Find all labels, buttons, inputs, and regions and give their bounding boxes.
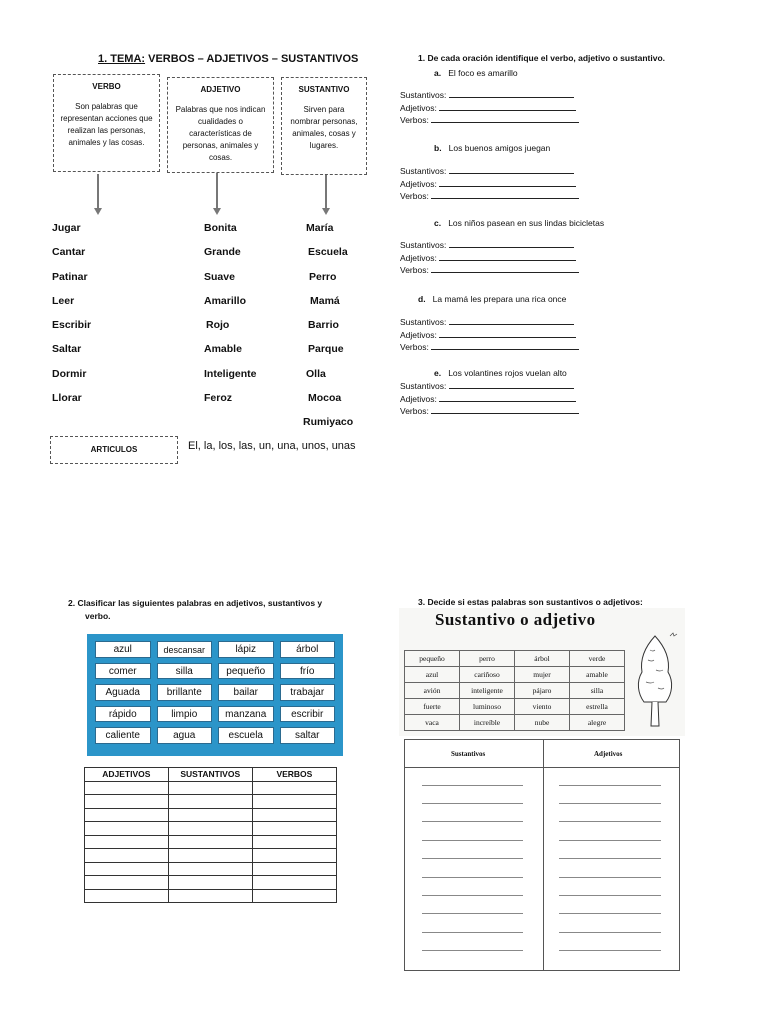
table-cell[interactable] — [85, 835, 169, 849]
definition-heading: SUSTANTIVO — [298, 85, 350, 94]
item-letter: a. — [434, 68, 442, 78]
word-card: silla — [157, 663, 213, 680]
arrow-sustantivo-line — [325, 175, 327, 209]
list-item: Olla — [306, 367, 326, 380]
answer-line[interactable] — [422, 877, 523, 878]
answer-line[interactable] — [559, 932, 661, 933]
list-item: Grande — [204, 246, 241, 259]
answer-line[interactable] — [559, 840, 661, 841]
tree-illustration — [630, 630, 680, 730]
answer-line[interactable] — [559, 877, 661, 878]
answer-line[interactable] — [422, 950, 523, 951]
answer-line[interactable] — [431, 114, 579, 123]
definition-box-adjetivo — [167, 77, 274, 173]
answer-line[interactable] — [422, 821, 523, 822]
label-adjetivos: Adjetivos: — [400, 329, 437, 340]
table-cell[interactable] — [85, 862, 169, 876]
list-item: Inteligente — [204, 367, 257, 380]
label-sustantivos: Sustantivos: — [400, 90, 447, 100]
answer-line[interactable] — [449, 165, 574, 174]
exercise1-item-c — [434, 218, 604, 228]
answer-line[interactable] — [422, 895, 523, 896]
table-cell[interactable] — [168, 781, 252, 795]
table-cell[interactable] — [168, 889, 252, 903]
list-item: Barrio — [308, 319, 339, 332]
exercise1-item-b — [434, 143, 550, 153]
answer-line[interactable] — [431, 405, 579, 414]
exercise2-heading — [68, 597, 322, 623]
verbos-list — [52, 216, 91, 410]
arrow-verbo-line — [97, 174, 99, 209]
list-item: María — [306, 222, 334, 234]
table-row — [405, 683, 625, 699]
grid-cell: estrella — [570, 699, 625, 715]
answer-line[interactable] — [439, 393, 576, 402]
table-row — [405, 715, 625, 731]
table-cell[interactable] — [85, 781, 169, 795]
list-item: Escuela — [308, 246, 348, 259]
answer-line[interactable] — [559, 950, 661, 951]
grid-cell: silla — [570, 683, 625, 699]
column-divider — [543, 740, 544, 970]
answer-line[interactable] — [431, 190, 579, 199]
table-row — [405, 651, 625, 667]
list-item: Feroz — [204, 392, 233, 405]
word-card: trabajar — [280, 684, 336, 701]
table-cell[interactable] — [252, 795, 336, 809]
label-sustantivos: Sustantivos: — [400, 166, 447, 176]
answer-line[interactable] — [559, 803, 661, 804]
list-item: Cantar — [52, 246, 86, 259]
list-item: Mocoa — [308, 392, 342, 405]
exercise3-image-title: Sustantivo o adjetivo — [435, 610, 596, 629]
grid-cell: azul — [405, 667, 460, 683]
table-cell[interactable] — [252, 889, 336, 903]
sustantivos-list — [303, 216, 354, 435]
definition-box-verbo — [53, 74, 160, 172]
word-card: azul — [95, 641, 151, 658]
title-rest: VERBOS – ADJETIVOS – SUSTANTIVOS — [145, 53, 359, 65]
grid-cell: alegre — [570, 715, 625, 731]
answer-line[interactable] — [439, 252, 576, 261]
list-item: Patinar — [52, 270, 88, 283]
grid-cell: perro — [460, 651, 515, 667]
table-row — [85, 862, 337, 876]
table-cell[interactable] — [252, 849, 336, 863]
classification-table — [84, 767, 337, 903]
adjetivos-list — [204, 216, 257, 410]
grid-cell: árbol — [515, 651, 570, 667]
list-item: Rumiyaco — [303, 416, 354, 429]
exercise1-b-answers — [400, 165, 579, 203]
table-row — [85, 835, 337, 849]
table-row — [85, 781, 337, 795]
list-item: Rojo — [206, 319, 230, 332]
word-card: rápido — [95, 706, 151, 723]
word-card: frío — [280, 663, 336, 680]
exercise2-heading-line2: verbo. — [85, 611, 111, 621]
table-row — [85, 822, 337, 836]
table-cell[interactable] — [85, 889, 169, 903]
label-adjetivos: Adjetivos: — [400, 393, 437, 404]
word-card: manzana — [218, 706, 274, 723]
grid-cell: increíble — [460, 715, 515, 731]
table-cell[interactable] — [85, 808, 169, 822]
label-verbos: Verbos: — [400, 406, 429, 417]
grid-cell: avión — [405, 683, 460, 699]
label-sustantivos: Sustantivos: — [400, 240, 447, 250]
exercise3-heading: 3. Decide si estas palabras son sustantivos o adjetivos: — [418, 597, 643, 607]
answer-line[interactable] — [449, 380, 574, 389]
word-card: saltar — [280, 727, 336, 744]
exercise1-a-answers — [400, 89, 579, 127]
list-item: Amarillo — [204, 294, 247, 307]
header-sustantivos: SUSTANTIVOS — [168, 768, 252, 782]
exercise1-item-a — [434, 68, 518, 78]
header-verbos: VERBOS — [252, 768, 336, 782]
table-cell[interactable] — [168, 795, 252, 809]
item-sentence: La mamá les prepara una rica once — [432, 294, 567, 304]
table-cell[interactable] — [252, 808, 336, 822]
list-item: Perro — [309, 270, 337, 283]
answer-line[interactable] — [422, 858, 523, 859]
exercise1-c-answers — [400, 239, 579, 277]
answer-line[interactable] — [559, 858, 661, 859]
table-cell[interactable] — [85, 876, 169, 890]
table-cell[interactable] — [168, 822, 252, 836]
grid-cell: nube — [515, 715, 570, 731]
answer-line[interactable] — [559, 785, 661, 786]
word-card: agua — [157, 727, 213, 744]
table-cell[interactable] — [85, 795, 169, 809]
answer-line[interactable] — [439, 178, 576, 187]
arrow-adjetivo-head — [213, 208, 221, 215]
word-card: caliente — [95, 727, 151, 744]
exercise3-answer-box — [404, 739, 680, 971]
answer-line[interactable] — [439, 102, 576, 111]
table-cell[interactable] — [168, 808, 252, 822]
word-card: árbol — [280, 641, 336, 658]
definition-heading: VERBO — [92, 82, 121, 91]
definition-text: Sirven para nombrar personas, animales, cosas y lugares. — [290, 105, 358, 150]
table-row — [85, 889, 337, 903]
table-cell[interactable] — [168, 849, 252, 863]
answer-line[interactable] — [422, 913, 523, 914]
grid-cell: cariñoso — [460, 667, 515, 683]
exercise1-e-answers — [400, 380, 579, 418]
exercise1-d-answers — [400, 316, 579, 354]
answer-line[interactable] — [422, 932, 523, 933]
title-prefix: 1. TEMA: — [98, 53, 146, 65]
answer-line[interactable] — [422, 840, 523, 841]
list-item: Mamá — [310, 294, 340, 307]
answer-line[interactable] — [431, 341, 579, 350]
articulos-text: El, la, los, las, un, una, unos, unas — [188, 440, 356, 452]
item-letter: c. — [434, 218, 442, 228]
table-cell[interactable] — [252, 862, 336, 876]
table-cell[interactable] — [168, 862, 252, 876]
grid-cell: inteligente — [460, 683, 515, 699]
list-item: Escribir — [52, 319, 92, 332]
answer-line[interactable] — [422, 785, 523, 786]
label-verbos: Verbos: — [400, 342, 429, 353]
exercise3-word-grid — [404, 650, 625, 731]
word-card: bailar — [218, 684, 274, 701]
item-sentence: Los buenos amigos juegan — [448, 143, 551, 153]
answer-line[interactable] — [449, 89, 574, 98]
label-adjetivos: Adjetivos: — [400, 252, 437, 263]
col-sustantivos-header: Sustantivos — [451, 750, 486, 758]
definition-box-sustantivo — [281, 77, 367, 175]
exercise2-heading-line1: 2. Clasificar las siguientes palabras en adjetivos, sustantivos y — [68, 598, 323, 608]
label-verbos: Verbos: — [400, 191, 429, 202]
label-verbos: Verbos: — [400, 115, 429, 126]
answer-line[interactable] — [449, 316, 574, 325]
word-bank-grid — [95, 641, 335, 744]
grid-cell: verde — [570, 651, 625, 667]
arrow-sustantivo-head — [322, 208, 330, 215]
list-item: Amable — [204, 343, 242, 356]
definition-text: Palabras que nos indican cualidades o características de personas, animales y cosas. — [175, 105, 266, 162]
arrow-verbo-head — [94, 208, 102, 215]
word-bank — [87, 634, 343, 756]
table-row — [85, 849, 337, 863]
grid-cell: pájaro — [515, 683, 570, 699]
item-letter: d. — [418, 294, 426, 304]
table-cell[interactable] — [85, 849, 169, 863]
articulos-box: ARTICULOS — [50, 436, 178, 464]
word-card: lápiz — [218, 641, 274, 658]
item-letter: e. — [434, 368, 442, 378]
answer-line[interactable] — [422, 803, 523, 804]
label-verbos: Verbos: — [400, 265, 429, 276]
label-sustantivos: Sustantivos: — [400, 317, 447, 327]
word-card: brillante — [157, 684, 213, 701]
page-title — [98, 53, 358, 65]
header-adjetivos: ADJETIVOS — [85, 768, 169, 782]
answer-line[interactable] — [559, 821, 661, 822]
list-item: Dormir — [52, 367, 87, 380]
list-item: Parque — [308, 343, 344, 356]
exercise1-heading: 1. De cada oración identifique el verbo, adjetivo o sustantivo. — [418, 53, 666, 63]
answer-line[interactable] — [559, 913, 661, 914]
list-item: Suave — [204, 270, 235, 283]
list-item: Bonita — [204, 222, 237, 234]
word-card: escuela — [218, 727, 274, 744]
word-card: limpio — [157, 706, 213, 723]
grid-cell: pequeño — [405, 651, 460, 667]
table-cell[interactable] — [252, 835, 336, 849]
word-card: escribir — [280, 706, 336, 723]
table-row — [405, 667, 625, 683]
table-cell[interactable] — [168, 876, 252, 890]
grid-cell: amable — [570, 667, 625, 683]
arrow-adjetivo-line — [216, 173, 218, 209]
item-sentence: Los volantines rojos vuelan alto — [448, 368, 567, 378]
table-cell[interactable] — [252, 876, 336, 890]
answer-line[interactable] — [559, 895, 661, 896]
grid-cell: mujer — [515, 667, 570, 683]
list-item: Jugar — [52, 222, 81, 234]
grid-cell: viento — [515, 699, 570, 715]
exercise1-item-d — [418, 294, 566, 304]
grid-cell: luminoso — [460, 699, 515, 715]
word-card: descansar — [157, 641, 213, 658]
label-sustantivos: Sustantivos: — [400, 381, 447, 391]
table-row — [405, 699, 625, 715]
list-item: Leer — [52, 294, 75, 307]
table-row — [85, 876, 337, 890]
label-adjetivos: Adjetivos: — [400, 102, 437, 113]
item-sentence: El foco es amarillo — [448, 68, 518, 78]
definition-heading: ADJETIVO — [200, 85, 241, 94]
table-row — [85, 795, 337, 809]
answer-line[interactable] — [439, 329, 576, 338]
grid-cell: vaca — [405, 715, 460, 731]
item-sentence: Los niños pasean en sus lindas bicicletas — [448, 218, 605, 228]
list-item: Llorar — [52, 392, 82, 405]
header-divider — [405, 767, 679, 768]
table-cell[interactable] — [168, 835, 252, 849]
label-adjetivos: Adjetivos: — [400, 178, 437, 189]
grid-cell: fuerte — [405, 699, 460, 715]
table-cell[interactable] — [252, 781, 336, 795]
table-cell[interactable] — [85, 822, 169, 836]
word-card: pequeño — [218, 663, 274, 680]
word-card: comer — [95, 663, 151, 680]
exercise1-item-e — [434, 368, 567, 378]
definition-text: Son palabras que representan acciones que realizan las personas, animales y las cosas. — [60, 102, 153, 147]
table-row — [85, 808, 337, 822]
answer-line[interactable] — [431, 264, 579, 273]
item-letter: b. — [434, 143, 442, 153]
table-cell[interactable] — [252, 822, 336, 836]
col-adjetivos-header: Adjetivos — [594, 750, 623, 758]
list-item: Saltar — [52, 343, 82, 356]
answer-line[interactable] — [449, 239, 574, 248]
table-header-row — [85, 768, 337, 782]
word-card: Aguada — [95, 684, 151, 701]
